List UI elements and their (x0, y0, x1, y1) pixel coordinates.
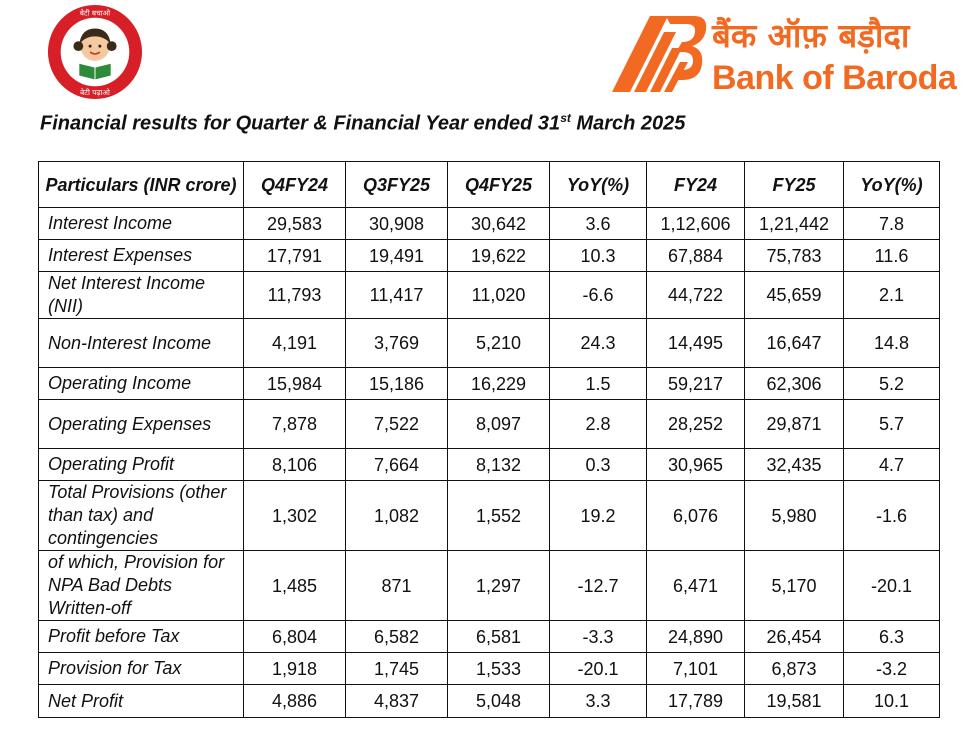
table-cell: 44,722 (647, 272, 745, 319)
brand-name-english: Bank of Baroda (712, 59, 957, 97)
table-cell: 1,297 (448, 551, 550, 621)
table-cell: 17,791 (244, 240, 346, 272)
table-cell: 67,884 (647, 240, 745, 272)
table-cell: -3.2 (844, 653, 940, 685)
table-cell: 6.3 (844, 621, 940, 653)
table-cell: 24.3 (550, 319, 647, 368)
column-header: YoY(%) (844, 162, 940, 208)
column-header: Q3FY25 (346, 162, 448, 208)
row-label: Total Provisions (other than tax) and contingencies (39, 481, 244, 551)
table-row (39, 481, 940, 551)
table-cell: 32,435 (745, 449, 844, 481)
table-cell: 7,878 (244, 400, 346, 449)
table-cell: 19.2 (550, 481, 647, 551)
page-title (40, 111, 685, 136)
table-cell: 4.7 (844, 449, 940, 481)
table-cell: 29,583 (244, 208, 346, 240)
brand-name-hindi: बैंक ऑफ़ बड़ौदा (712, 16, 910, 55)
column-header: Q4FY25 (448, 162, 550, 208)
table-cell: 6,076 (647, 481, 745, 551)
table-cell: 16,229 (448, 368, 550, 400)
table-cell: -20.1 (844, 551, 940, 621)
column-header: FY25 (745, 162, 844, 208)
row-label: Operating Expenses (39, 400, 244, 449)
table-cell: 14,495 (647, 319, 745, 368)
table-cell: 10.1 (844, 685, 940, 718)
table-row (39, 319, 940, 368)
table-cell: 5,048 (448, 685, 550, 718)
row-label: Net Interest Income (NII) (39, 272, 244, 319)
table-cell: 29,871 (745, 400, 844, 449)
table-cell: 1,918 (244, 653, 346, 685)
table-cell: 7,664 (346, 449, 448, 481)
table-cell: 8,132 (448, 449, 550, 481)
row-label: of which, Provision for NPA Bad Debts Written-off (39, 551, 244, 621)
table-row (39, 368, 940, 400)
table-cell: 11.6 (844, 240, 940, 272)
table-cell: 3,769 (346, 319, 448, 368)
table-cell: 1,745 (346, 653, 448, 685)
table-cell: 75,783 (745, 240, 844, 272)
table-cell: 30,642 (448, 208, 550, 240)
table-cell: -1.6 (844, 481, 940, 551)
table-cell: 4,191 (244, 319, 346, 368)
table-cell: 5,210 (448, 319, 550, 368)
table-cell: 8,106 (244, 449, 346, 481)
table-row (39, 653, 940, 685)
row-label: Net Profit (39, 685, 244, 718)
table-cell: 10.3 (550, 240, 647, 272)
table-cell: 45,659 (745, 272, 844, 319)
table-cell: 62,306 (745, 368, 844, 400)
column-header: YoY(%) (550, 162, 647, 208)
table-cell: 6,582 (346, 621, 448, 653)
beti-bachao-logo (46, 3, 144, 101)
table-header-row (39, 162, 940, 208)
financial-results-table (38, 161, 940, 718)
table-cell: 17,789 (647, 685, 745, 718)
table-cell: 19,581 (745, 685, 844, 718)
table-cell: 5.2 (844, 368, 940, 400)
table-cell: 4,886 (244, 685, 346, 718)
table-cell: 5.7 (844, 400, 940, 449)
table-cell: 1,485 (244, 551, 346, 621)
table-cell: 6,581 (448, 621, 550, 653)
table-cell: 7.8 (844, 208, 940, 240)
table-body (39, 208, 940, 718)
table-cell: 30,965 (647, 449, 745, 481)
table-cell: -20.1 (550, 653, 647, 685)
table-cell: 5,980 (745, 481, 844, 551)
table-cell: 1,12,606 (647, 208, 745, 240)
table-cell: 1,552 (448, 481, 550, 551)
table-cell: 26,454 (745, 621, 844, 653)
table-cell: -6.6 (550, 272, 647, 319)
table-row (39, 208, 940, 240)
table-cell: 15,984 (244, 368, 346, 400)
table-cell: 6,873 (745, 653, 844, 685)
table-cell: 1,533 (448, 653, 550, 685)
table-cell: 2.8 (550, 400, 647, 449)
table-cell: 11,417 (346, 272, 448, 319)
table-row (39, 551, 940, 621)
table-cell: 28,252 (647, 400, 745, 449)
table-cell: 24,890 (647, 621, 745, 653)
table-row (39, 240, 940, 272)
column-header: FY24 (647, 162, 745, 208)
table-cell: 1.5 (550, 368, 647, 400)
table-row (39, 449, 940, 481)
table-cell: 8,097 (448, 400, 550, 449)
table-cell: 6,471 (647, 551, 745, 621)
table-cell: 16,647 (745, 319, 844, 368)
title-tail: March 2025 (570, 112, 686, 135)
table-cell: 19,622 (448, 240, 550, 272)
table-cell: 7,522 (346, 400, 448, 449)
table-cell: 30,908 (346, 208, 448, 240)
table-row (39, 685, 940, 718)
row-label: Operating Income (39, 368, 244, 400)
table-cell: 59,217 (647, 368, 745, 400)
logo-bottom-text: बेटी पढ़ाओ (80, 88, 110, 98)
table-cell: 19,491 (346, 240, 448, 272)
table-cell: 14.8 (844, 319, 940, 368)
table-cell: -12.7 (550, 551, 647, 621)
logo-top-text: बेटी बचाओ (79, 8, 111, 18)
table-cell: 1,302 (244, 481, 346, 551)
column-header: Particulars (INR crore) (39, 162, 244, 208)
row-label: Operating Profit (39, 449, 244, 481)
table-cell: 871 (346, 551, 448, 621)
table-cell: 0.3 (550, 449, 647, 481)
table-cell: 2.1 (844, 272, 940, 319)
row-label: Non-Interest Income (39, 319, 244, 368)
table-cell: 3.3 (550, 685, 647, 718)
row-label: Interest Income (39, 208, 244, 240)
table-cell: 1,082 (346, 481, 448, 551)
table-cell: 5,170 (745, 551, 844, 621)
table-cell: 4,837 (346, 685, 448, 718)
table-row (39, 400, 940, 449)
column-header: Q4FY24 (244, 162, 346, 208)
row-label: Interest Expenses (39, 240, 244, 272)
table-cell: 1,21,442 (745, 208, 844, 240)
title-superscript: st (560, 111, 571, 125)
table-row (39, 272, 940, 319)
title-main: Financial results for Quarter & Financial Year ended 31 (40, 112, 561, 135)
table-cell: 6,804 (244, 621, 346, 653)
table-cell: 11,020 (448, 272, 550, 319)
row-label: Provision for Tax (39, 653, 244, 685)
table-cell: 15,186 (346, 368, 448, 400)
table-cell: -3.3 (550, 621, 647, 653)
row-label: Profit before Tax (39, 621, 244, 653)
table-cell: 7,101 (647, 653, 745, 685)
table-cell: 11,793 (244, 272, 346, 319)
table-row (39, 621, 940, 653)
table-cell: 3.6 (550, 208, 647, 240)
